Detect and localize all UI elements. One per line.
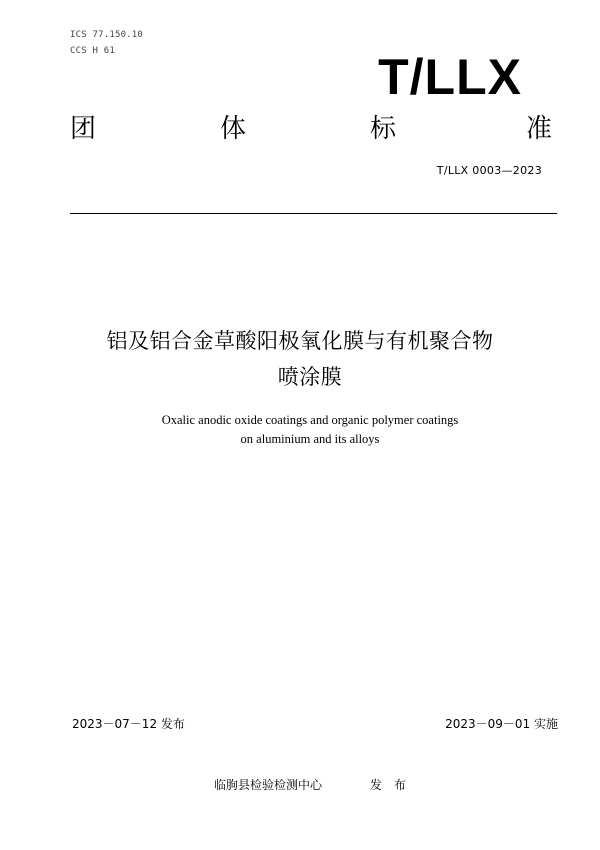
publish-date: 2023－07－12 发布 (72, 717, 185, 731)
ics-code: ICS 77.150.10 (70, 30, 144, 40)
standard-number: T/LLX 0003—2023 (436, 164, 542, 177)
english-title-line-1: Oxalic anodic oxide coatings and organic polymer coatings (161, 413, 459, 427)
standard-type-char: 体 (220, 114, 247, 144)
header-divider (70, 213, 557, 214)
issue-label: 发 布 (370, 778, 410, 792)
standard-type-char: 团 (70, 114, 97, 144)
implementation-date: 2023－09－01 实施 (445, 717, 558, 731)
standard-type-char: 标 (370, 114, 397, 144)
english-title-line-2: on aluminium and its alloys (240, 432, 380, 446)
chinese-title-line-2: 喷涂膜 (277, 365, 343, 389)
ccs-code: CCS H 61 (70, 46, 115, 56)
chinese-title-line-1: 铝及铝合金草酸阳极氧化膜与有机聚合物 (106, 329, 494, 353)
standard-type-char: 准 (526, 114, 553, 144)
standard-type (70, 112, 552, 146)
issuing-organization: 临朐县检验检测中心 (214, 778, 323, 792)
standard-logo: T/LLX (378, 49, 522, 105)
